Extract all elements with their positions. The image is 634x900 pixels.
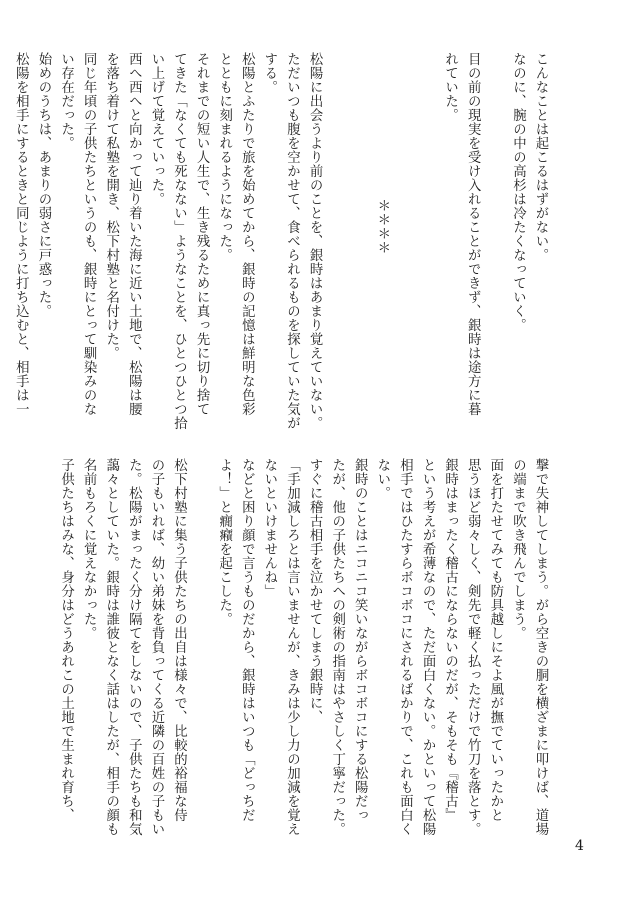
text-line: てきた「なくても死なない」ようなことを、ひとつひとつ拾	[171, 52, 187, 430]
text-line: ただいつも腹を空かせて、食べられるものを探していた気が	[284, 52, 300, 430]
text-line: の子もいれば、幼い弟妹を背負ってくる近隣の百姓の子もい	[148, 458, 164, 836]
text-line: を落ち着けて私塾を開き、松下村塾と名付けた。	[103, 52, 119, 360]
text-line: ないといけませんね」	[261, 458, 277, 598]
text-line: い存在だった。	[58, 52, 74, 150]
text-line: 松陽に出会うより前のことを、銀時はあまり覚えていない。	[307, 52, 323, 430]
text-line	[325, 52, 348, 424]
text-line: 藹々としていた。銀時は誰彼となく話はしたが、相手の顔も	[103, 458, 119, 836]
text-line: 撃で失神してしまう。がら空きの胴を横ざまに叩けば、道場	[533, 458, 548, 836]
text-line	[483, 52, 506, 424]
text-line: た。松陽がまったく分け隔てをしないので、子供たちも和気	[126, 458, 142, 836]
text-line: なのに、腕の中の高杉は冷たくなっていく。	[510, 52, 526, 332]
text-line: 相手ではひたすらボコボコにされるばかりで、これも面白く	[397, 458, 413, 836]
text-line: などと困り顔で言うものだから、銀時はいつも「どっちだ	[239, 458, 255, 822]
text-line: 子供たちはみな、身分はどうあれこの土地で生まれ育ち、	[58, 458, 74, 822]
text-line: 松陽とふたりで旅を始めてから、銀時の記憶は鮮明な色彩	[239, 52, 255, 416]
text-line: い上げて覚えていった。	[148, 52, 164, 206]
text-line: すぐに稽古相手を泣かせてしまう銀時に、	[307, 458, 323, 724]
scene-break: ＊＊＊＊	[374, 199, 390, 256]
text-line: する。	[261, 52, 277, 94]
text-line: の端まで吹き飛んでしまう。	[510, 458, 526, 640]
text-line: よ！」と癇癪を起こした。	[216, 458, 232, 626]
text-line: 松陽を相手にするときと同じように打ち込むと、相手は一	[13, 52, 29, 416]
text-line: という考えが希薄なので、ただ面白くない。かといって松陽	[420, 458, 436, 836]
text-line: 思うほど弱々しく、剣先で軽く払っただけで竹刀を落とす。	[465, 458, 481, 836]
text-line: 銀時のことはニコニコ笑いながらボコボコにする松陽だっ	[352, 458, 368, 822]
text-line	[415, 52, 438, 424]
text-line: 目の前の現実を受け入れることができず、銀時は途方に暮	[465, 52, 481, 416]
text-line: れていた。	[442, 52, 458, 122]
text-line: ない。	[374, 458, 390, 500]
text-line: それまでの短い人生で、生き残るために真っ先に切り捨て	[194, 52, 210, 416]
text-line: 「手加減しろとは言いませんが、きみは少し力の加減を覚え	[284, 458, 300, 836]
text-line: 始めのうちは、あまりの弱さに戸惑った。	[35, 52, 51, 318]
text-block-top	[13, 52, 551, 430]
text-line: 名前もろくに覚えなかった。	[81, 458, 97, 640]
page-number: 4	[575, 838, 584, 854]
text-line: 西へ西へと向かって辿り着いた海に近い土地で、松陽は腰	[126, 52, 142, 416]
text-line: たが、他の子供たちへの剣術の指南はやさしく丁寧だった。	[329, 458, 345, 836]
text-line: 面を打たせてみても防具越しにそよ風が撫でていったかと	[487, 458, 503, 822]
text-line	[348, 52, 371, 424]
text-line: 銀時はまったく稽古にならないのだが、そもそも『稽古』	[442, 458, 458, 822]
text-block-bottom	[58, 458, 551, 850]
text-line: とともに刻まれるようになった。	[216, 52, 232, 262]
text-line: こんなことは起こるはずがない。	[533, 52, 548, 262]
text-line: 松下村塾に集う子供たちの出自は様々で、比較的裕福な侍	[171, 458, 187, 822]
text-line	[393, 52, 416, 424]
text-line: 同じ年頃の子供たちというのも、銀時にとって馴染みのな	[81, 52, 97, 416]
text-line	[190, 458, 213, 850]
